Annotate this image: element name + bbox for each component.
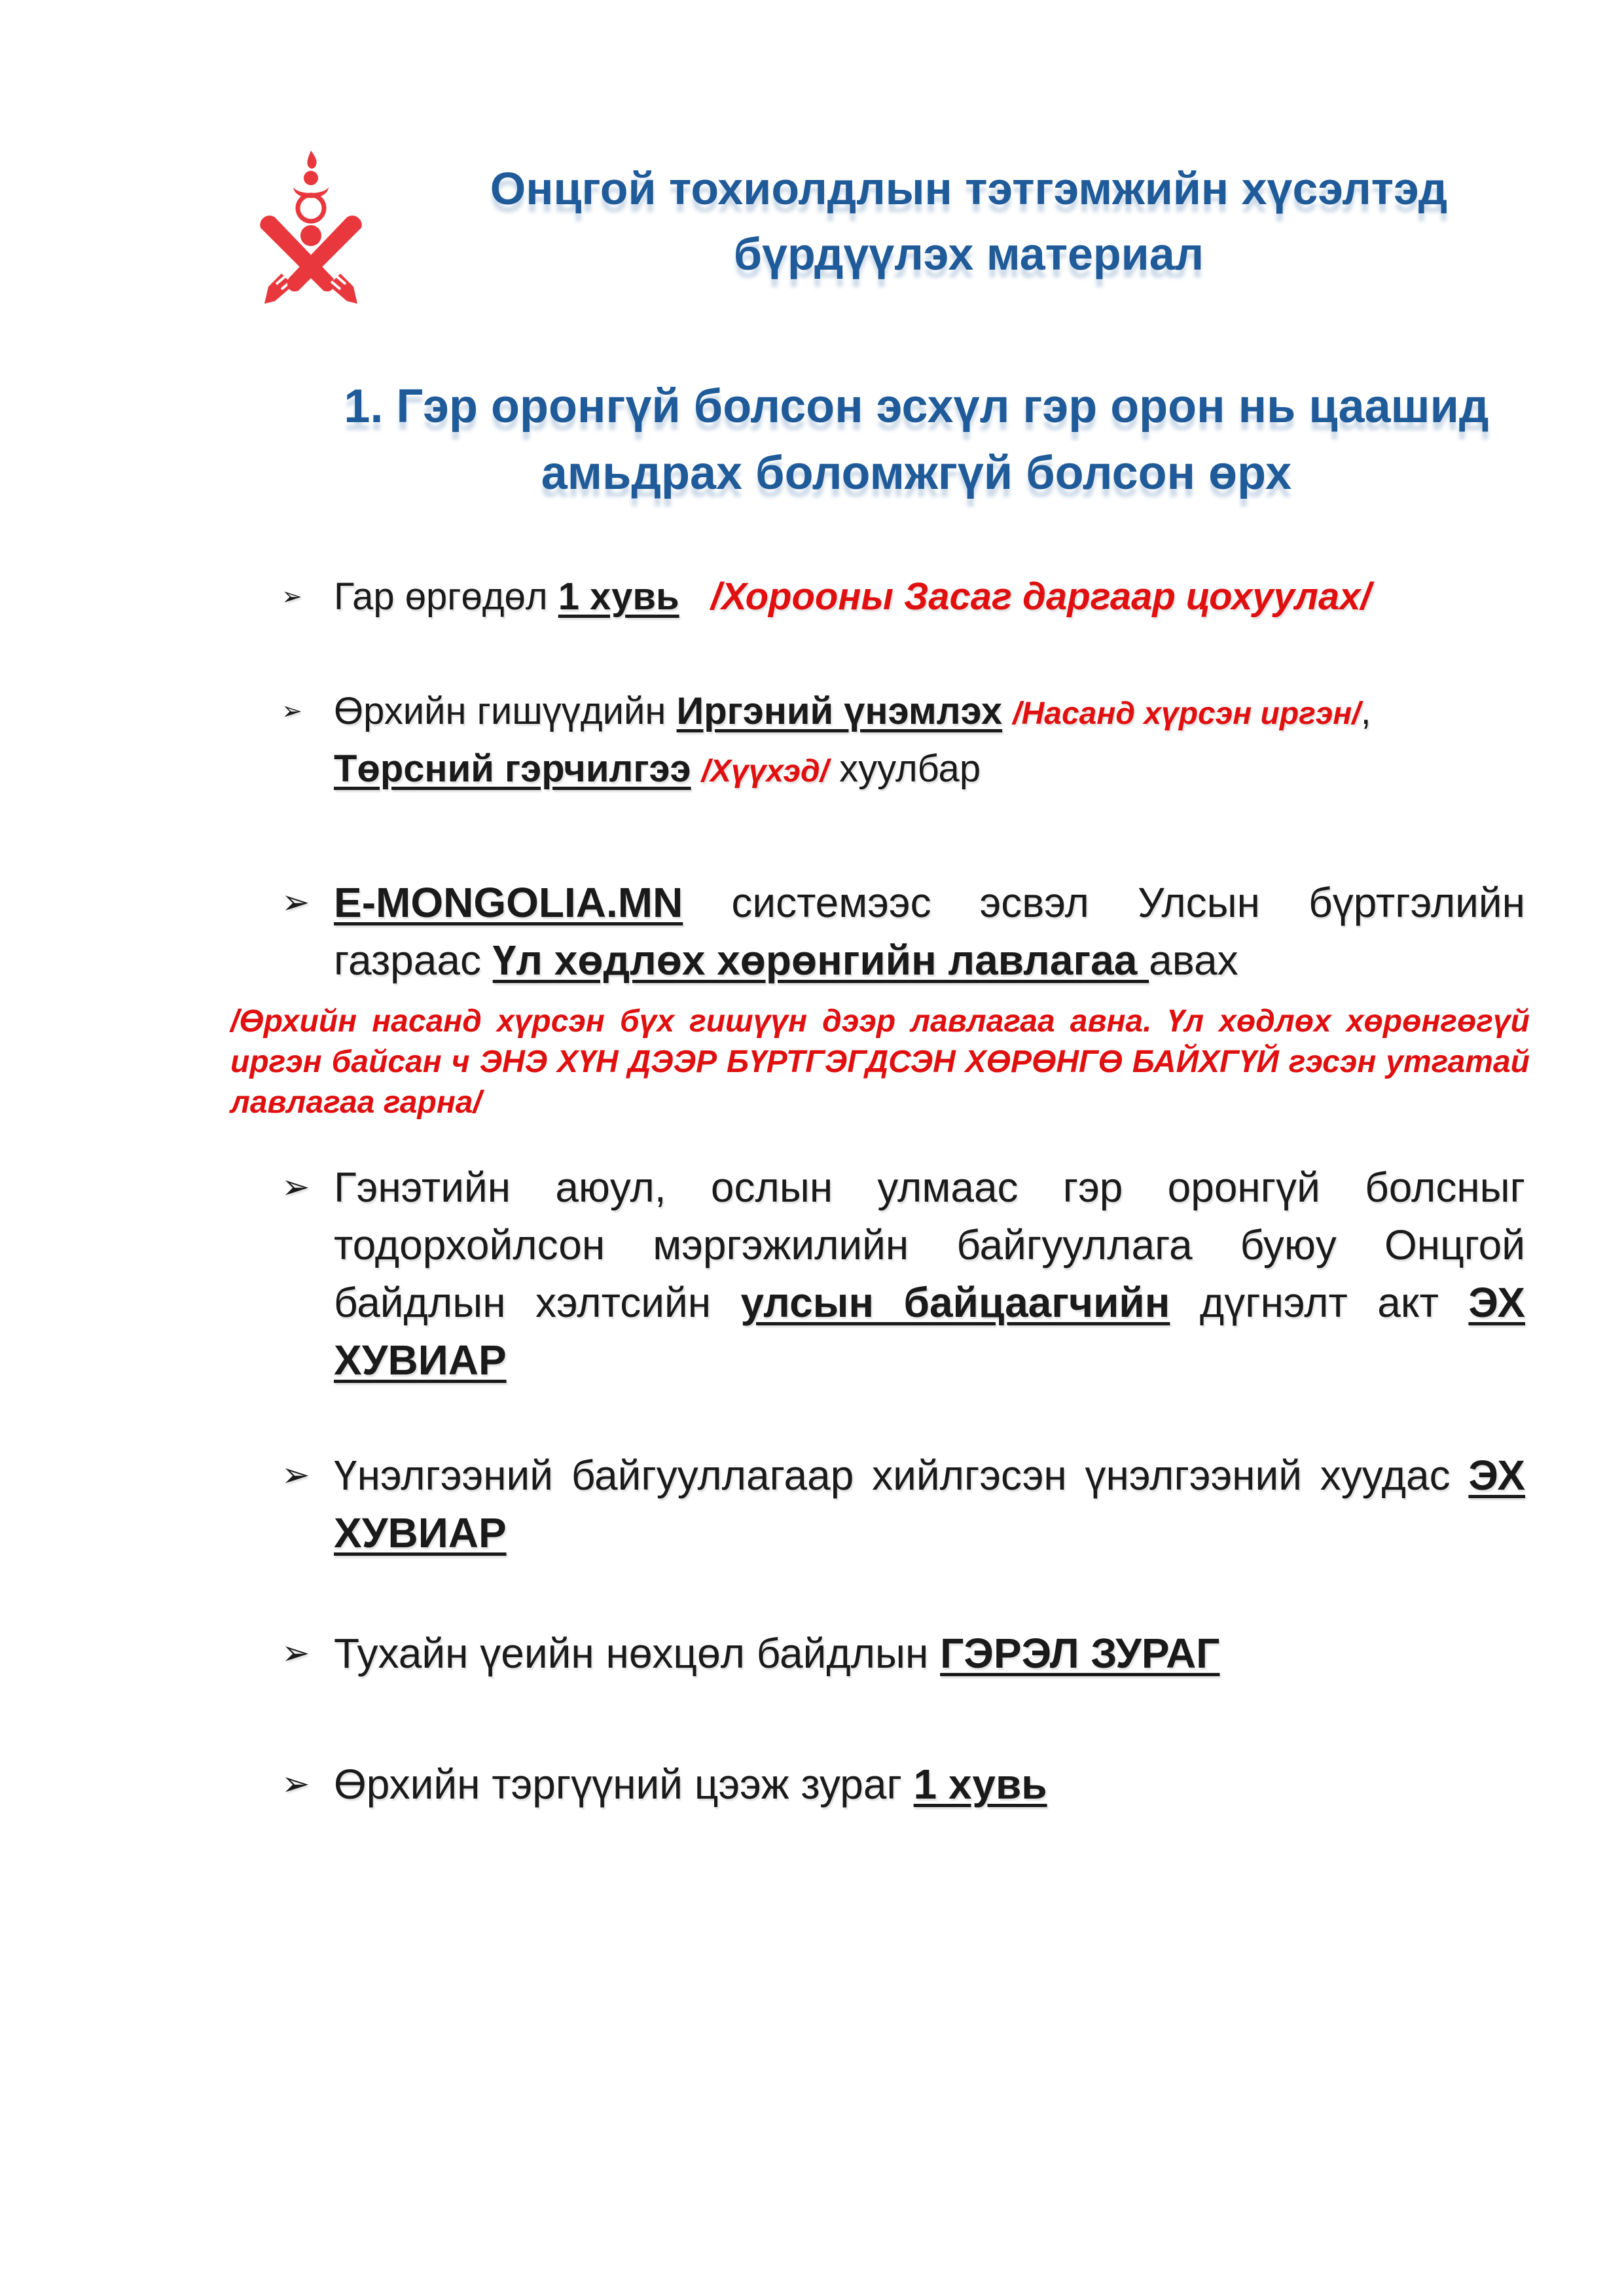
item-emphasis: E-MONGOLIA.MN bbox=[334, 879, 683, 926]
list-item-application bbox=[281, 569, 1525, 624]
section-number: 1. bbox=[344, 380, 384, 433]
item-emphasis: ЭХ ХУВИАР bbox=[334, 1452, 1525, 1556]
item-emphasis: 1 хувь bbox=[558, 575, 679, 618]
item-red-note: /Хүүхэд/ bbox=[701, 754, 829, 789]
item-emphasis: ГЭРЭЛ ЗУРАГ bbox=[940, 1630, 1220, 1677]
item-text: Өрхийн гишүүдийн bbox=[334, 690, 677, 732]
item-text: авах bbox=[1149, 937, 1238, 984]
item-text: Гэнэтийн аюул, ослын улмаас гэр оронгүй болсныг тодорхойлсон мэргэжилийн байгууллага буюу Онцгой байдлын хэлтсийн bbox=[334, 1164, 1525, 1326]
list-item-head-photo bbox=[281, 1755, 1525, 1813]
mongolia-soyombo-cross-logo-icon bbox=[255, 149, 367, 306]
list-item-id-documents bbox=[281, 684, 1525, 799]
bullet-arrow-icon: ➢ bbox=[281, 884, 310, 922]
bullet-arrow-icon: ➢ bbox=[281, 1168, 310, 1206]
section-title-line2: амьдрах боломжгүй болсон өрх bbox=[541, 447, 1292, 499]
item-emphasis: ЭХ ХУВИАР bbox=[334, 1279, 1525, 1384]
item-text: Гар өргөдөл bbox=[334, 575, 558, 618]
item-emphasis: улсын байцаагчийн bbox=[740, 1279, 1170, 1326]
item-emphasis: Төрсний гэрчилгээ bbox=[334, 747, 691, 790]
list-item-inspector-act bbox=[281, 1158, 1525, 1389]
item-emphasis: 1 хувь bbox=[913, 1761, 1047, 1808]
item-text: Тухайн үеийн нөхцөл байдлын bbox=[334, 1630, 941, 1677]
item-red-note: /Насанд хүрсэн иргэн/ bbox=[1013, 696, 1361, 731]
item-emphasis: Үл хөдлөх хөрөнгийн лавлагаа bbox=[492, 937, 1149, 984]
logo bbox=[255, 149, 367, 306]
item-text: дүгнэлт акт bbox=[1170, 1279, 1469, 1326]
item-red-note: /Хорооны Засаг даргаар цохуулах/ bbox=[711, 575, 1371, 618]
item-emphasis: Иргэний үнэмлэх bbox=[676, 690, 1003, 732]
bullet-arrow-icon: ➢ bbox=[281, 1634, 310, 1672]
item-text: Өрхийн тэргүүний цээж зураг bbox=[334, 1761, 914, 1808]
item-text: , bbox=[1360, 690, 1371, 732]
document-title bbox=[406, 156, 1532, 287]
bullet-arrow-icon: ➢ bbox=[281, 1456, 310, 1494]
item-text: Үнэлгээний байгууллагаар хийлгэсэн үнэлгээний хуудас bbox=[334, 1452, 1469, 1499]
item-text: системээс эсвэл Улсын бүртгэлийн газраас bbox=[334, 879, 1525, 984]
bullet-arrow-icon: ➢ bbox=[281, 698, 302, 725]
document-title-line2: бүрдүүлэх материал bbox=[733, 228, 1204, 279]
section-title-line1: Гэр оронгүй болсон эсхүл гэр орон нь цаашид bbox=[396, 380, 1489, 433]
section-title bbox=[288, 373, 1545, 507]
item-text: хуулбар bbox=[828, 747, 981, 790]
reference-note: /Өрхийн насанд хүрсэн бүх гишүүн дээр лавлагаа авна. Үл хөдлөх хөрөнгөгүй иргэн байсан ч ЭНЭ ХҮН ДЭЭР БҮРТГЭГДСЭН ХӨРӨНГӨ БАЙХГҮЙ гэсэн утгатай лавлагаа гарна/ bbox=[230, 1004, 1530, 1120]
document-title-line1: Онцгой тохиолдлын тэтгэмжийн хүсэлтэд bbox=[490, 163, 1448, 214]
list-item-photo bbox=[281, 1624, 1525, 1682]
list-item-valuation-sheet bbox=[281, 1446, 1525, 1562]
list-item-property-reference bbox=[281, 874, 1525, 989]
bullet-arrow-icon: ➢ bbox=[281, 1765, 310, 1803]
bullet-arrow-icon: ➢ bbox=[281, 583, 302, 611]
